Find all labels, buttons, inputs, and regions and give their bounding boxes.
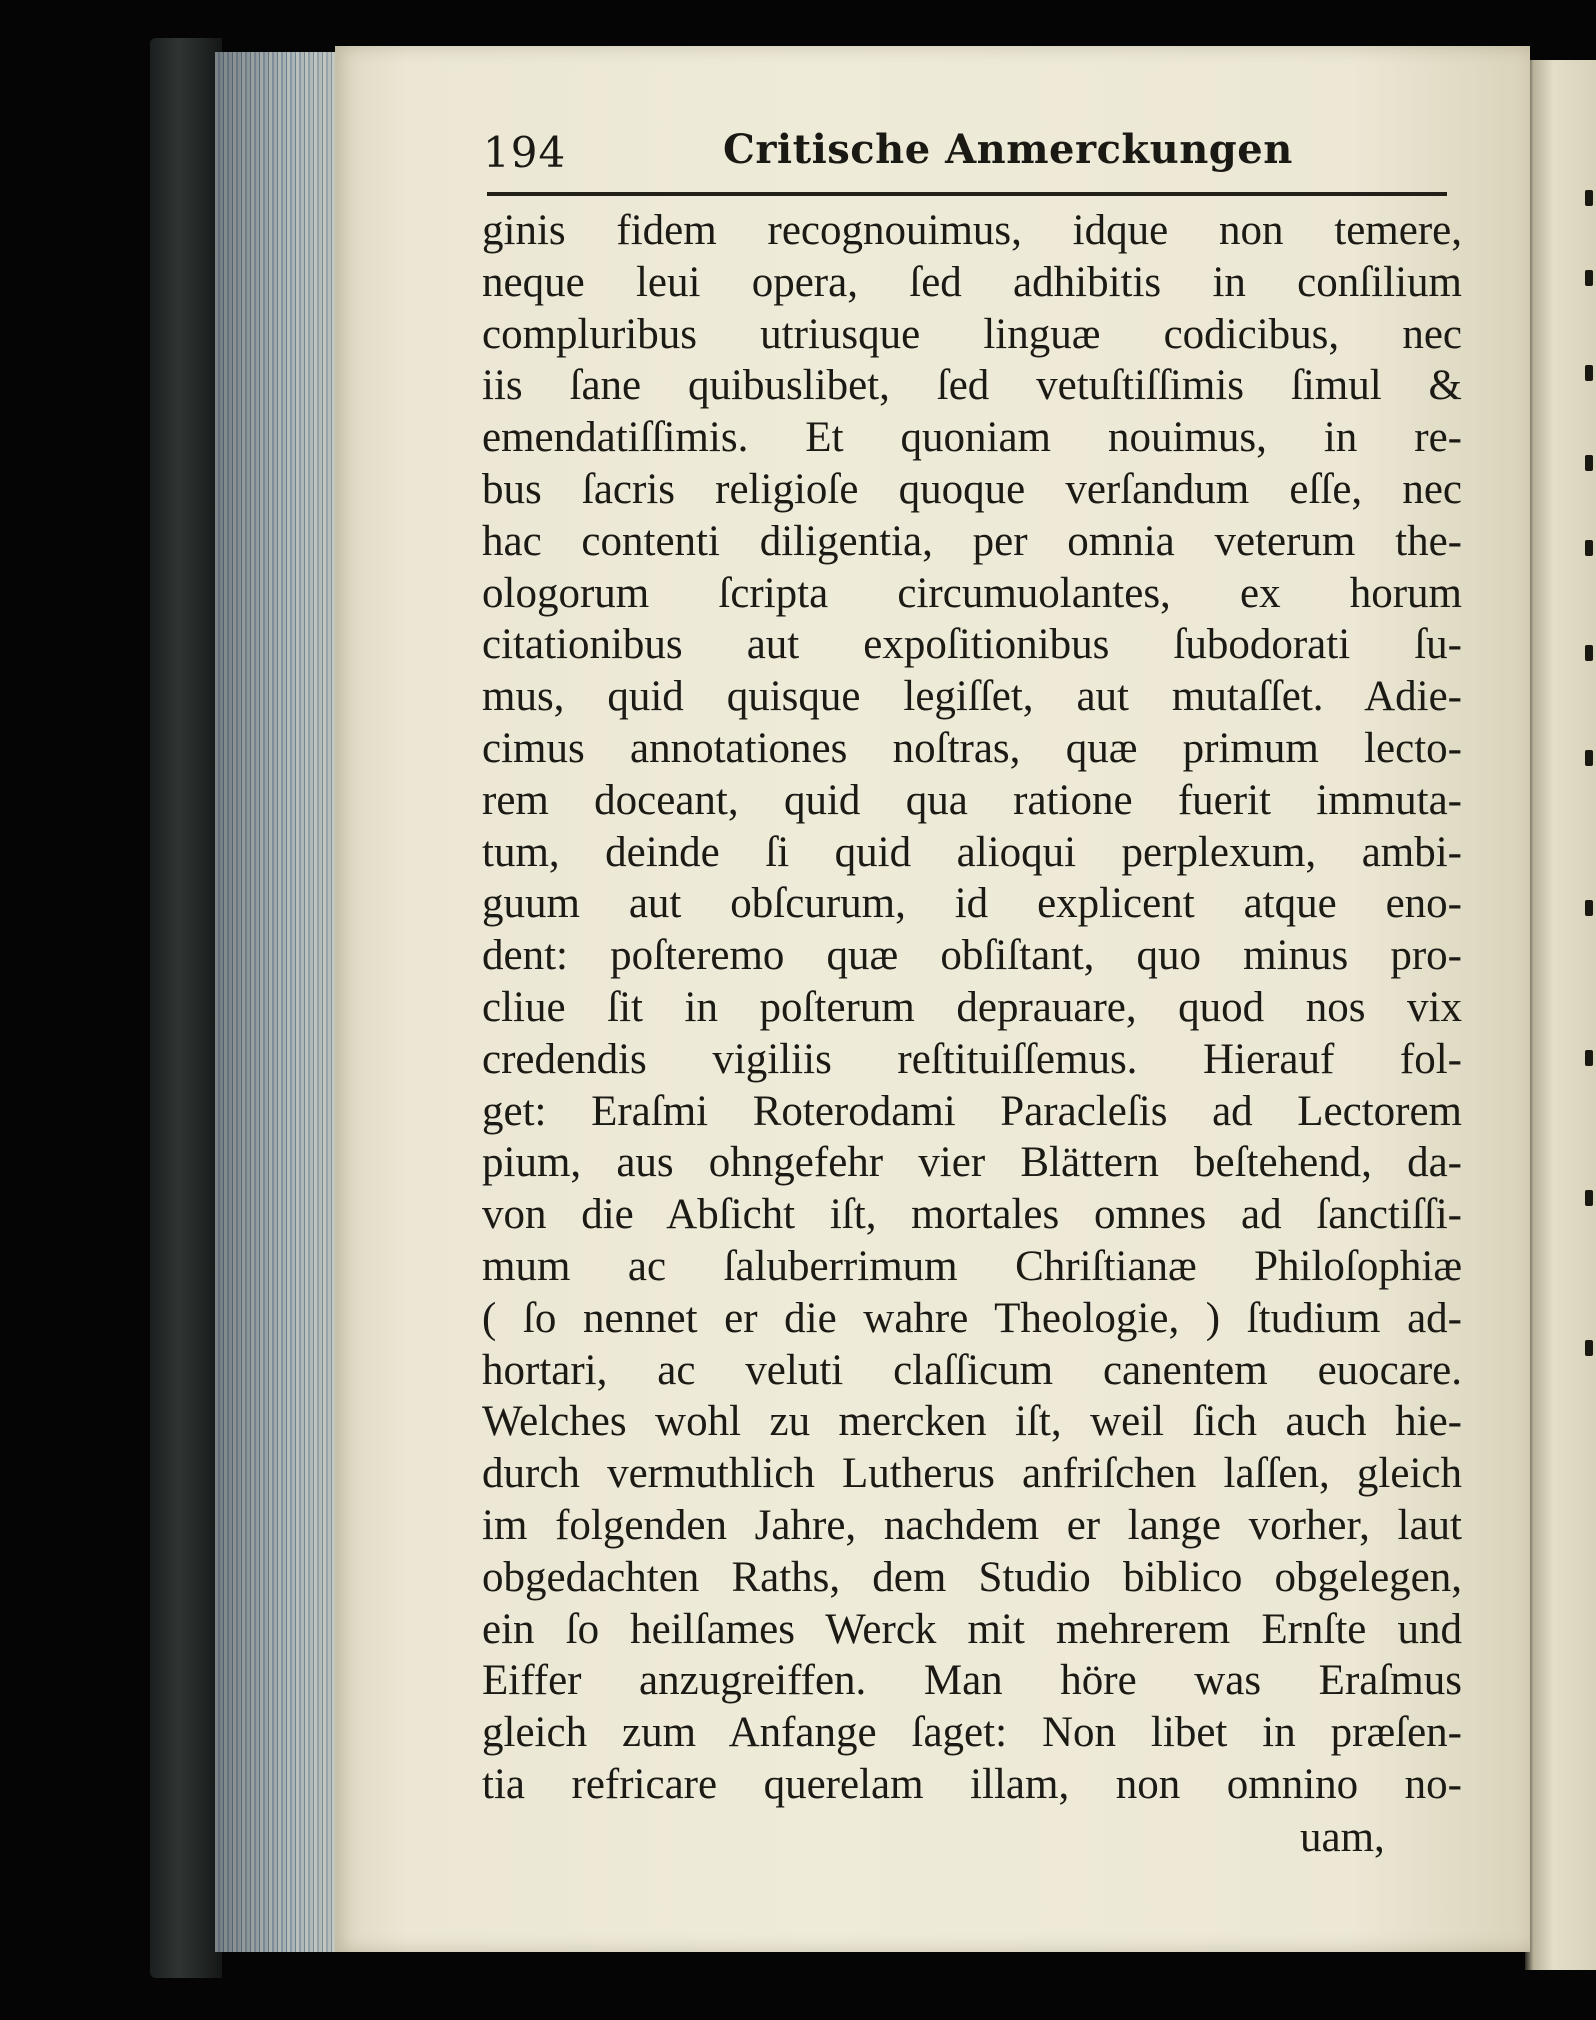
text-line: gleich zum Anfange ſaget: Non libet in præſen- — [482, 1709, 1462, 1757]
text-line: Welches wohl zu mercken iſt, weil ſich auch hie- — [482, 1398, 1462, 1446]
running-head — [483, 128, 1463, 188]
text-line: get: Eraſmi Roterodami Paracleſis ad Lectorem — [482, 1087, 1462, 1135]
text-line: tum, deinde ſi quid alioqui perplexum, ambi- — [482, 828, 1462, 876]
text-line: ginis fidem recognouimus, idque non temere, — [482, 207, 1462, 254]
text-line: cliue ſit in poſterum deprauare, quod nos vix — [482, 983, 1462, 1031]
fragment — [1585, 900, 1593, 916]
page-number: 194 — [483, 128, 567, 177]
catchword: uam, — [1300, 1814, 1385, 1861]
fragment — [1585, 365, 1593, 381]
fragment — [1585, 1050, 1593, 1066]
text-line: ologorum ſcripta circumuolantes, ex horum — [482, 569, 1462, 617]
text-line: compluribus utriusque linguæ codicibus, nec — [482, 310, 1462, 358]
text-line: mus, quid quisque legiſſet, aut mutaſſet. Adie- — [482, 673, 1462, 721]
fragment — [1585, 645, 1593, 661]
book-cover-edge — [150, 38, 222, 1978]
text-line: cimus annotationes noſtras, quæ primum lecto- — [482, 724, 1462, 772]
text-line: ( ſo nennet er die wahre Theologie, ) ſtudium ad- — [482, 1294, 1462, 1342]
text-line: Eiffer anzugreiffen. Man höre was Eraſmus — [482, 1657, 1462, 1705]
body-text — [482, 205, 1462, 1811]
text-line: mum ac ſaluberrimum Chriſtianæ Philoſophiæ — [482, 1242, 1462, 1290]
text-line: pium, aus ohngefehr vier Blättern beſtehend, da- — [482, 1139, 1462, 1187]
fragment — [1585, 540, 1593, 556]
text-line: citationibus aut expoſitionibus ſubodorati ſu- — [482, 621, 1462, 669]
text-line: hortari, ac veluti claſſicum canentem euocare. — [482, 1346, 1462, 1394]
text-line: von die Abſicht iſt, mortales omnes ad ſanctiſſi- — [482, 1191, 1462, 1239]
fragment — [1585, 455, 1593, 471]
text-line: obgedachten Raths, dem Studio biblico obgelegen, — [482, 1553, 1462, 1601]
text-line: durch vermuthlich Lutherus anfriſchen laſſen, gleich — [482, 1450, 1462, 1498]
header-rule — [487, 192, 1447, 196]
running-title: Critische Anmerckungen — [723, 126, 1293, 173]
text-line: neque leui opera, ſed adhibitis in conſilium — [482, 258, 1462, 306]
fragment — [1585, 270, 1593, 286]
text-line: dent: poſteremo quæ obſiſtant, quo minus pro- — [482, 932, 1462, 980]
fragment — [1585, 750, 1593, 766]
fragment — [1585, 1190, 1593, 1206]
text-line: rem doceant, quid qua ratione fuerit immuta- — [482, 776, 1462, 824]
text-line: im folgenden Jahre, nachdem er lange vorher, laut — [482, 1501, 1462, 1549]
facing-page-text-fragments — [1585, 190, 1596, 1390]
text-line: credendis vigiliis reſtituiſſemus. Hierauf fol- — [482, 1035, 1462, 1083]
text-line: bus ſacris religioſe quoque verſandum eſſe, nec — [482, 465, 1462, 513]
fragment — [1585, 1340, 1593, 1356]
text-line: hac contenti diligentia, per omnia veterum the- — [482, 517, 1462, 565]
text-line: tia refricare querelam illam, non omnino no- — [482, 1760, 1462, 1808]
fragment — [1585, 190, 1593, 206]
text-line: emendatiſſimis. Et quoniam nouimus, in re- — [482, 414, 1462, 462]
text-line: iis ſane quibuslibet, ſed vetuſtiſſimis ſimul & — [482, 362, 1462, 410]
text-line: ein ſo heilſames Werck mit mehrerem Ernſte und — [482, 1605, 1462, 1653]
text-line: guum aut obſcurum, id explicent atque eno- — [482, 880, 1462, 928]
